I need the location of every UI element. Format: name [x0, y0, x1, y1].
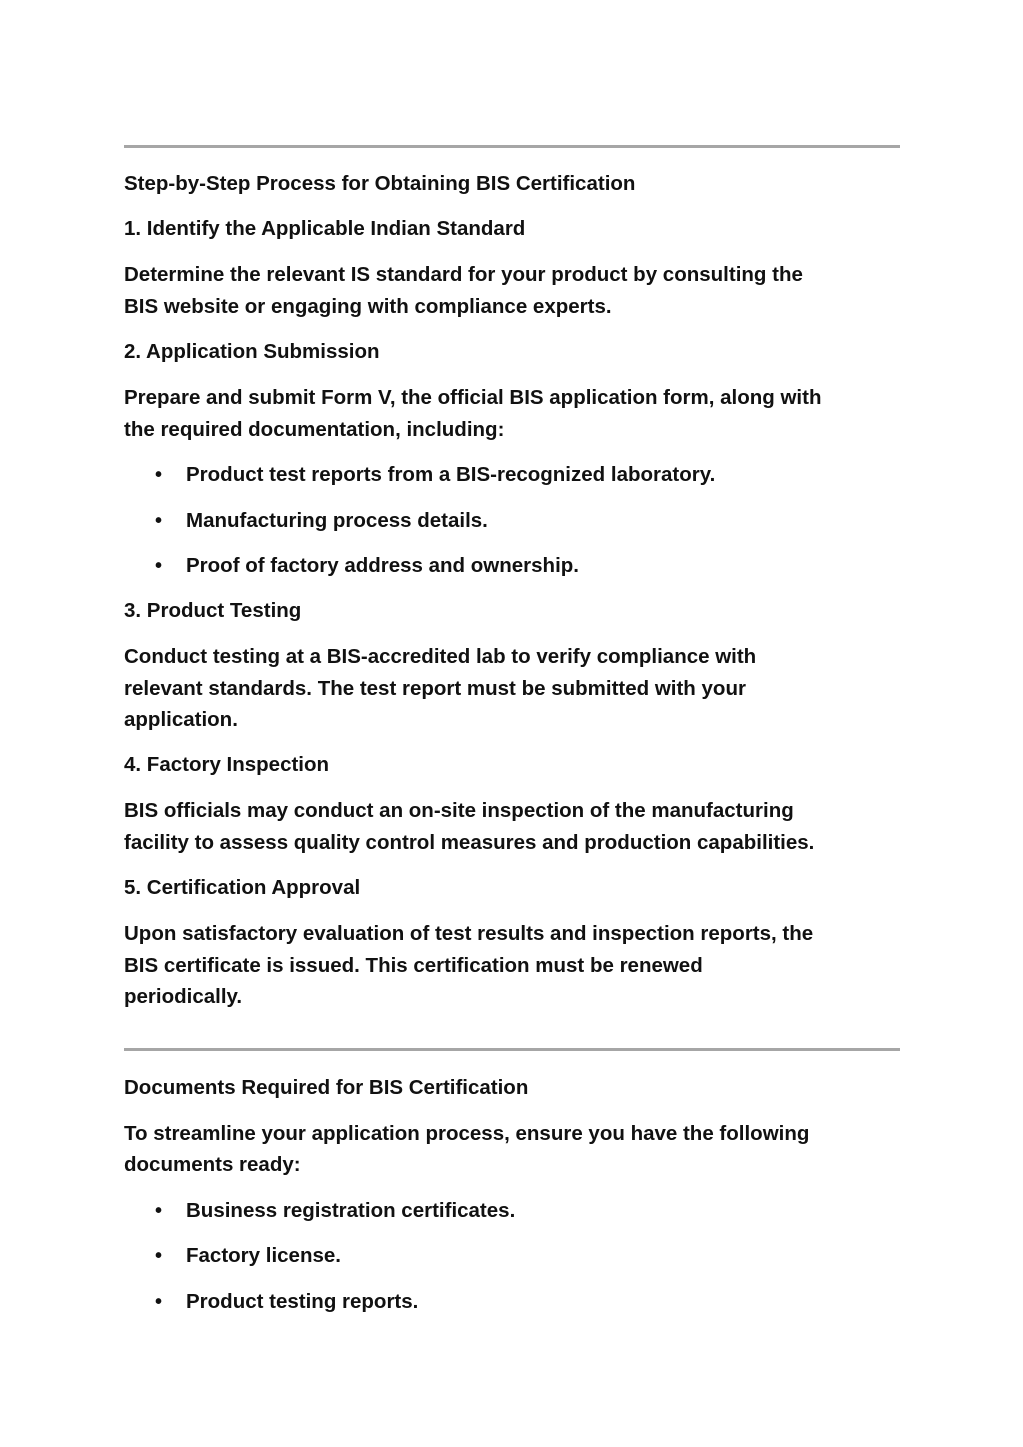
bullet-icon: •	[155, 1200, 163, 1222]
step-body-line: the required documentation, including:	[124, 418, 505, 441]
step-title: 4. Factory Inspection	[124, 753, 330, 776]
horizontal-divider	[124, 145, 900, 148]
step-body-line: Upon satisfactory evaluation of test results and inspection reports, the	[124, 922, 814, 945]
step-body-line: Prepare and submit Form V, the official BIS application form, along with	[124, 386, 822, 409]
list-item-text: Product test reports from a BIS-recognized laboratory.	[186, 463, 716, 486]
step-body-line: BIS certificate is issued. This certification must be renewed	[124, 954, 703, 977]
bullet-icon: •	[155, 1245, 163, 1267]
step-title: 2. Application Submission	[124, 340, 380, 363]
bullet-icon: •	[155, 555, 163, 577]
section-heading: Documents Required for BIS Certification	[124, 1076, 529, 1099]
step-body-line: periodically.	[124, 985, 243, 1008]
step-title: 3. Product Testing	[124, 599, 302, 622]
horizontal-divider	[124, 1048, 900, 1051]
step-body-line: Determine the relevant IS standard for your product by consulting the	[124, 263, 803, 286]
step-body-line: BIS officials may conduct an on-site inspection of the manufacturing	[124, 799, 794, 822]
list-item-text: Product testing reports.	[186, 1290, 419, 1313]
list-item-text: Proof of factory address and ownership.	[186, 554, 579, 577]
step-title: 1. Identify the Applicable Indian Standard	[124, 217, 526, 240]
list-item-text: Factory license.	[186, 1244, 341, 1267]
list-item-text: Business registration certificates.	[186, 1199, 516, 1222]
step-body-line: BIS website or engaging with compliance experts.	[124, 295, 612, 318]
bullet-icon: •	[155, 510, 163, 532]
step-body-line: Conduct testing at a BIS-accredited lab to verify compliance with	[124, 645, 757, 668]
section-heading: Step-by-Step Process for Obtaining BIS Certification	[124, 172, 636, 195]
bullet-icon: •	[155, 464, 163, 486]
step-title: 5. Certification Approval	[124, 876, 361, 899]
step-body-line: facility to assess quality control measures and production capabilities.	[124, 831, 815, 854]
list-item-text: Manufacturing process details.	[186, 509, 488, 532]
step-body-line: application.	[124, 708, 238, 731]
step-body-line: relevant standards. The test report must be submitted with your	[124, 677, 746, 700]
section-intro-line: To streamline your application process, ensure you have the following	[124, 1122, 810, 1145]
bullet-icon: •	[155, 1291, 163, 1313]
section-intro-line: documents ready:	[124, 1153, 301, 1176]
